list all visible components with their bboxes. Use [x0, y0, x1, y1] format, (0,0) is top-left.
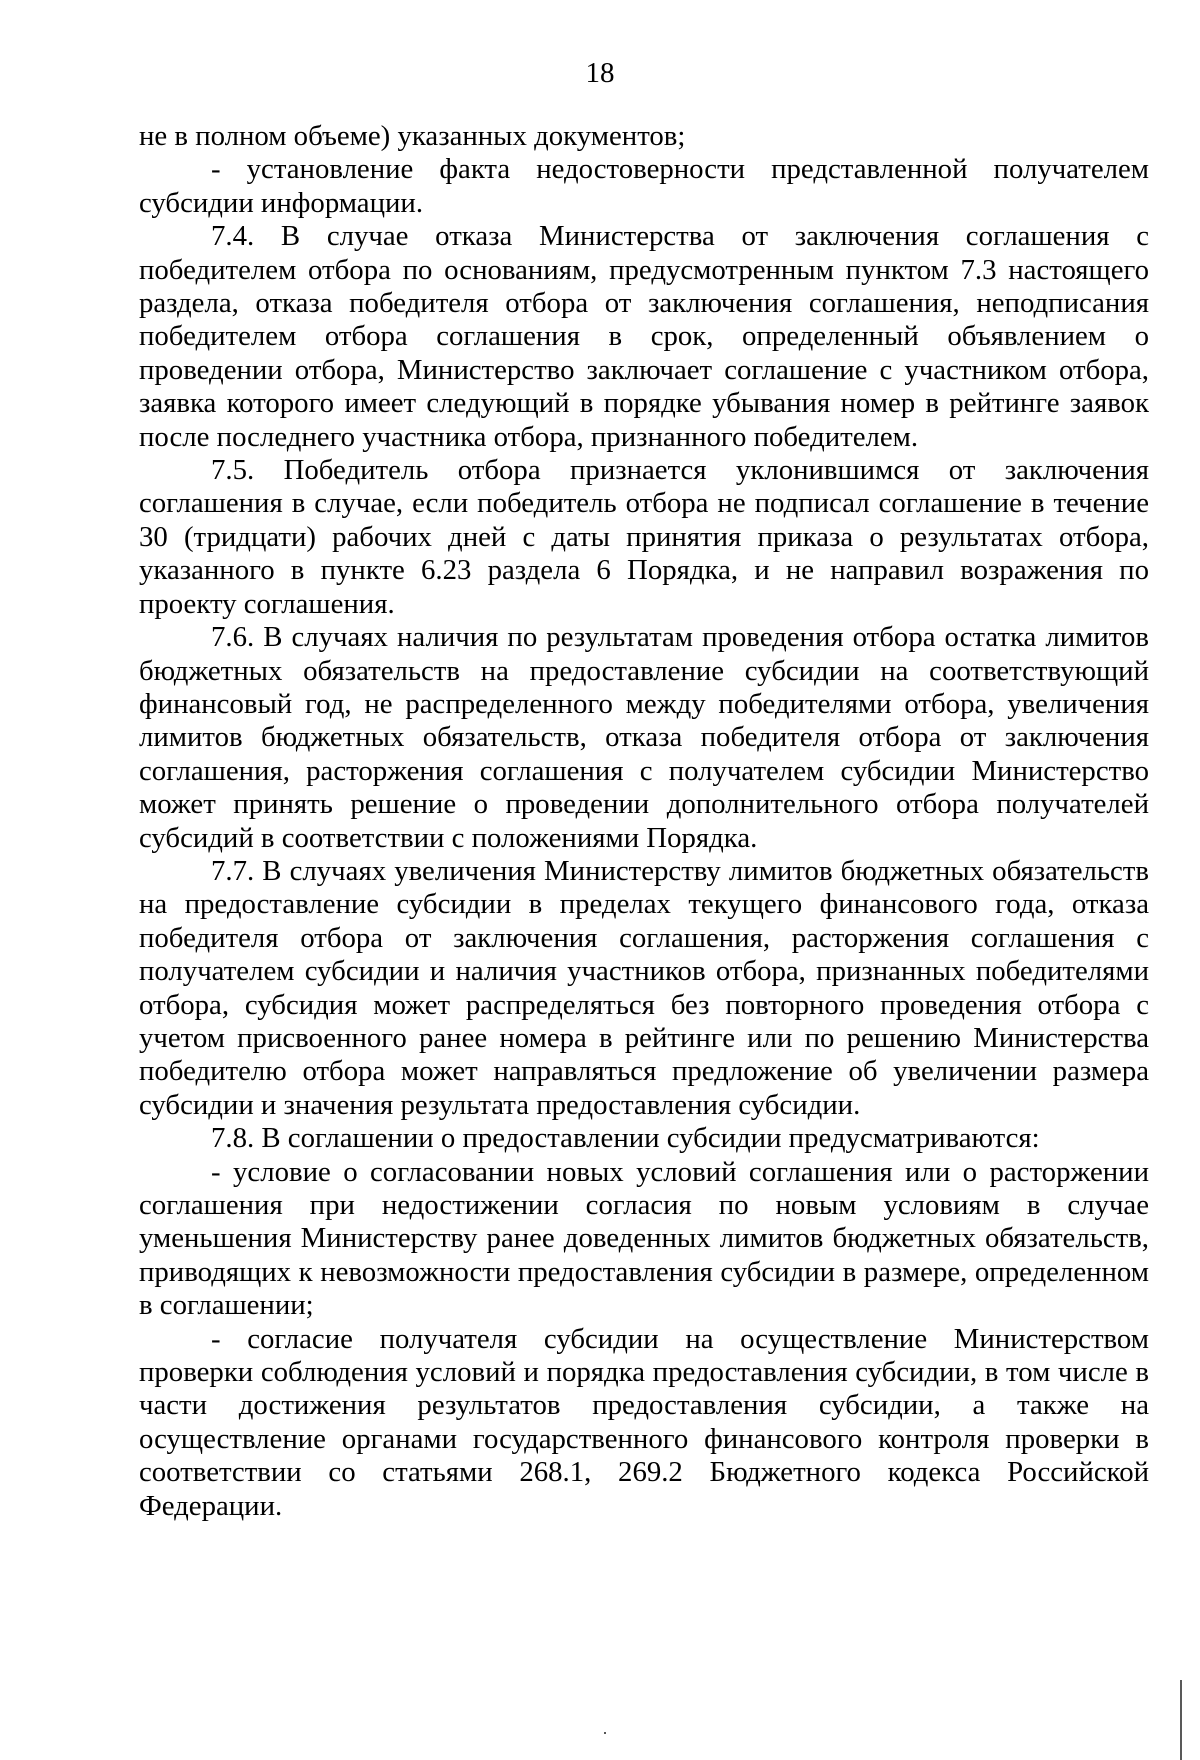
paragraph-7-6: 7.6. В случаях наличия по результатам проведения отбора остатка лимитов бюджетных обязательств на предоставление субсидии на соответствующий финансовый год, не распределенного между победителями отбора, увеличения лимитов бюджетных обязательств, отказа победителя отбора от заключения соглашения, расторжения соглашения с получателем субсидии Министерство может принять решение о проведении дополнительного отбора получателей субсидий в соответствии с положениями Порядка.: [139, 621, 1149, 854]
document-body: [139, 120, 1149, 1523]
paragraph-7-5: 7.5. Победитель отбора признается уклонившимся от заключения соглашения в случае, если победитель отбора не подписал соглашение в течение 30 (тридцати) рабочих дней с даты принятия приказа о результатах отбора, указанного в пункте 6.23 раздела 6 Порядка, и не направил возражения по проекту соглашения.: [139, 454, 1149, 620]
scan-edge-mark: [1180, 1680, 1182, 1760]
paragraph-7-4: 7.4. В случае отказа Министерства от заключения соглашения с победителем отбора по основаниям, предусмотренным пунктом 7.3 настоящего раздела, отказа победителя отбора от заключения соглашения, неподписания победителем отбора соглашения в срок, определенный объявлением о проведении отбора, Министерство заключает соглашение с участником отбора, заявка которого имеет следующий в порядке убывания номер в рейтинге заявок после последнего участника отбора, признанного победителем.: [139, 220, 1149, 453]
scan-dust-mark: [604, 1732, 606, 1734]
paragraph-list-item: - согласие получателя субсидии на осуществление Министерством проверки соблюдения условий и порядка предоставления субсидии, в том числе в части достижения результатов предоставления субсидии, а также на осуществление органами государственного финансового контроля проверки в соответствии со статьями 268.1, 269.2 Бюджетного кодекса Российской Федерации.: [139, 1322, 1149, 1522]
paragraph-continuation: не в полном объеме) указанных документов;: [139, 120, 686, 152]
paragraph-list-item: - условие о согласовании новых условий соглашения или о расторжении соглашения при недостижении согласия по новым условиям в случае уменьшения Министерству ранее доведенных лимитов бюджетных обязательств, приводящих к невозможности предоставления субсидии в размере, определенном в соглашении;: [139, 1155, 1149, 1322]
paragraph-7-8: 7.8. В соглашении о предоставлении субсидии предусматриваются:: [211, 1122, 1040, 1155]
paragraph-7-7: 7.7. В случаях увеличения Министерству лимитов бюджетных обязательств на предоставление субсидии в пределах текущего финансового года, отказа победителя отбора от заключения соглашения, расторжения соглашения с получателем субсидии и наличия участников отбора, признанных победителями отбора, субсидия может распределяться без повторного проведения отбора с учетом присвоенного ранее номера в рейтинге или по решению Министерства победителю отбора может направляться предложение об увеличении размера субсидии и значения результата предоставления субсидии.: [139, 854, 1149, 1121]
paragraph-list-item: - установление факта недостоверности представленной получателем субсидии информации.: [139, 153, 1149, 219]
page-number: 18: [585, 57, 615, 89]
